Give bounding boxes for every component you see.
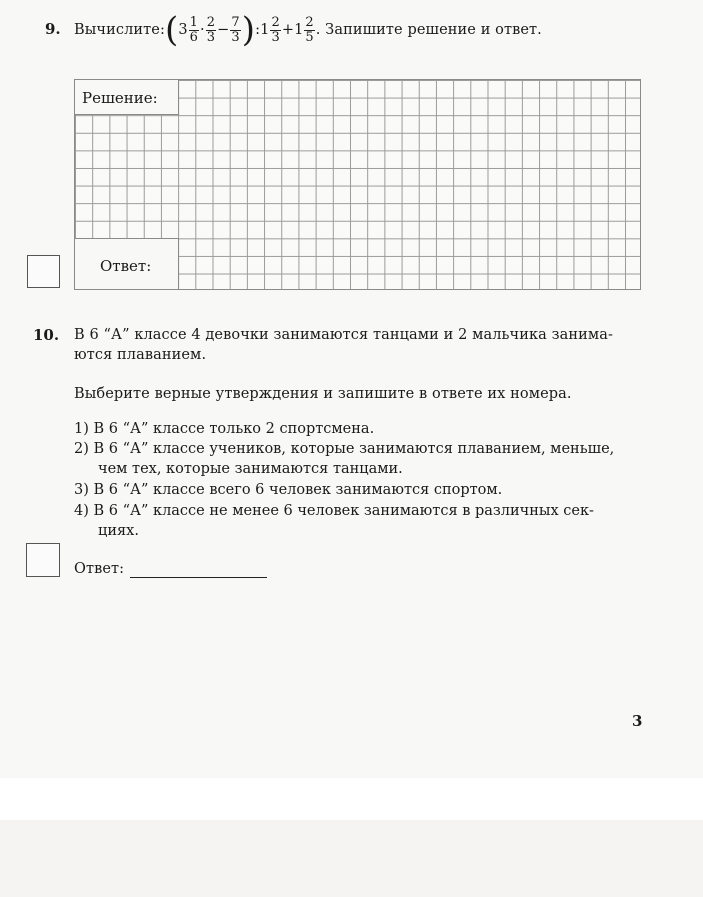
solution-label: Решение:: [82, 89, 158, 107]
option-2: [74, 441, 614, 457]
option-number: 2): [74, 441, 89, 457]
close-paren: ): [241, 10, 256, 50]
whole-5: 1: [294, 22, 304, 38]
question-9-answer-label: Ответ:: [100, 257, 152, 275]
option-2-continuation: чем тех, которые занимаются танцами.: [98, 461, 403, 477]
option-text: В 6 “А” классе учеников, которые занимаются плаванием, меньше,: [93, 441, 615, 457]
fraction-5: $\frac{2}{5}$: [305, 14, 314, 45]
question-9-number: 9.: [45, 20, 61, 38]
whole-1: 3: [178, 22, 188, 38]
option-3: [74, 482, 502, 498]
open-paren: (: [164, 10, 179, 50]
option-4-continuation: циях.: [98, 523, 139, 539]
minus-operator: −: [217, 22, 230, 38]
solution-label-cell: [75, 80, 179, 115]
fraction-1: $\frac{1}{6}$: [189, 14, 199, 45]
question-10-answer-label: Ответ:: [74, 561, 125, 577]
option-text: В 6 “А” классе всего 6 человек занимаются спортом.: [93, 482, 503, 498]
fraction-3: $\frac{7}{3}$: [231, 14, 240, 45]
question-9-score-box[interactable]: [27, 255, 60, 288]
question-10-answer-field[interactable]: [131, 561, 266, 577]
question-10-instruction: Выберите верные утверждения и запишите в ответе их номера.: [74, 386, 572, 402]
question-10-text-line-2: ются плаванием.: [74, 347, 207, 363]
question-10-score-box[interactable]: [26, 543, 60, 577]
question-9-prompt: [74, 8, 542, 52]
scan-margin: [0, 778, 703, 820]
question-9-prefix: Вычислите:: [74, 22, 165, 38]
option-text: В 6 “А” классе только 2 спортсмена.: [93, 421, 375, 437]
dot-operator: ·: [200, 22, 205, 38]
question-10-number: 10.: [33, 326, 60, 344]
option-number: 3): [74, 482, 89, 498]
option-1: [74, 421, 374, 437]
question-9-suffix: . Запишите решение и ответ.: [315, 22, 542, 38]
question-10-text-line-1: В 6 “А” классе 4 девочки занимаются танцами и 2 мальчика занима-: [74, 327, 614, 343]
page-number: 3: [632, 712, 643, 730]
question-10-answer-line: [130, 577, 267, 578]
whole-4: 1: [260, 22, 270, 38]
fraction-2: $\frac{2}{3}$: [206, 14, 216, 45]
plus-operator: +: [281, 22, 295, 38]
option-text: В 6 “А” классе не менее 6 человек занимаются в различных сек-: [93, 503, 594, 519]
solution-grid[interactable]: [74, 79, 641, 290]
option-number: 1): [74, 421, 89, 437]
fraction-4: $\frac{2}{3}$: [271, 14, 280, 45]
option-4: [74, 503, 594, 519]
div-operator: :: [255, 22, 261, 38]
answer-label-cell: [75, 238, 179, 289]
option-number: 4): [74, 503, 89, 519]
